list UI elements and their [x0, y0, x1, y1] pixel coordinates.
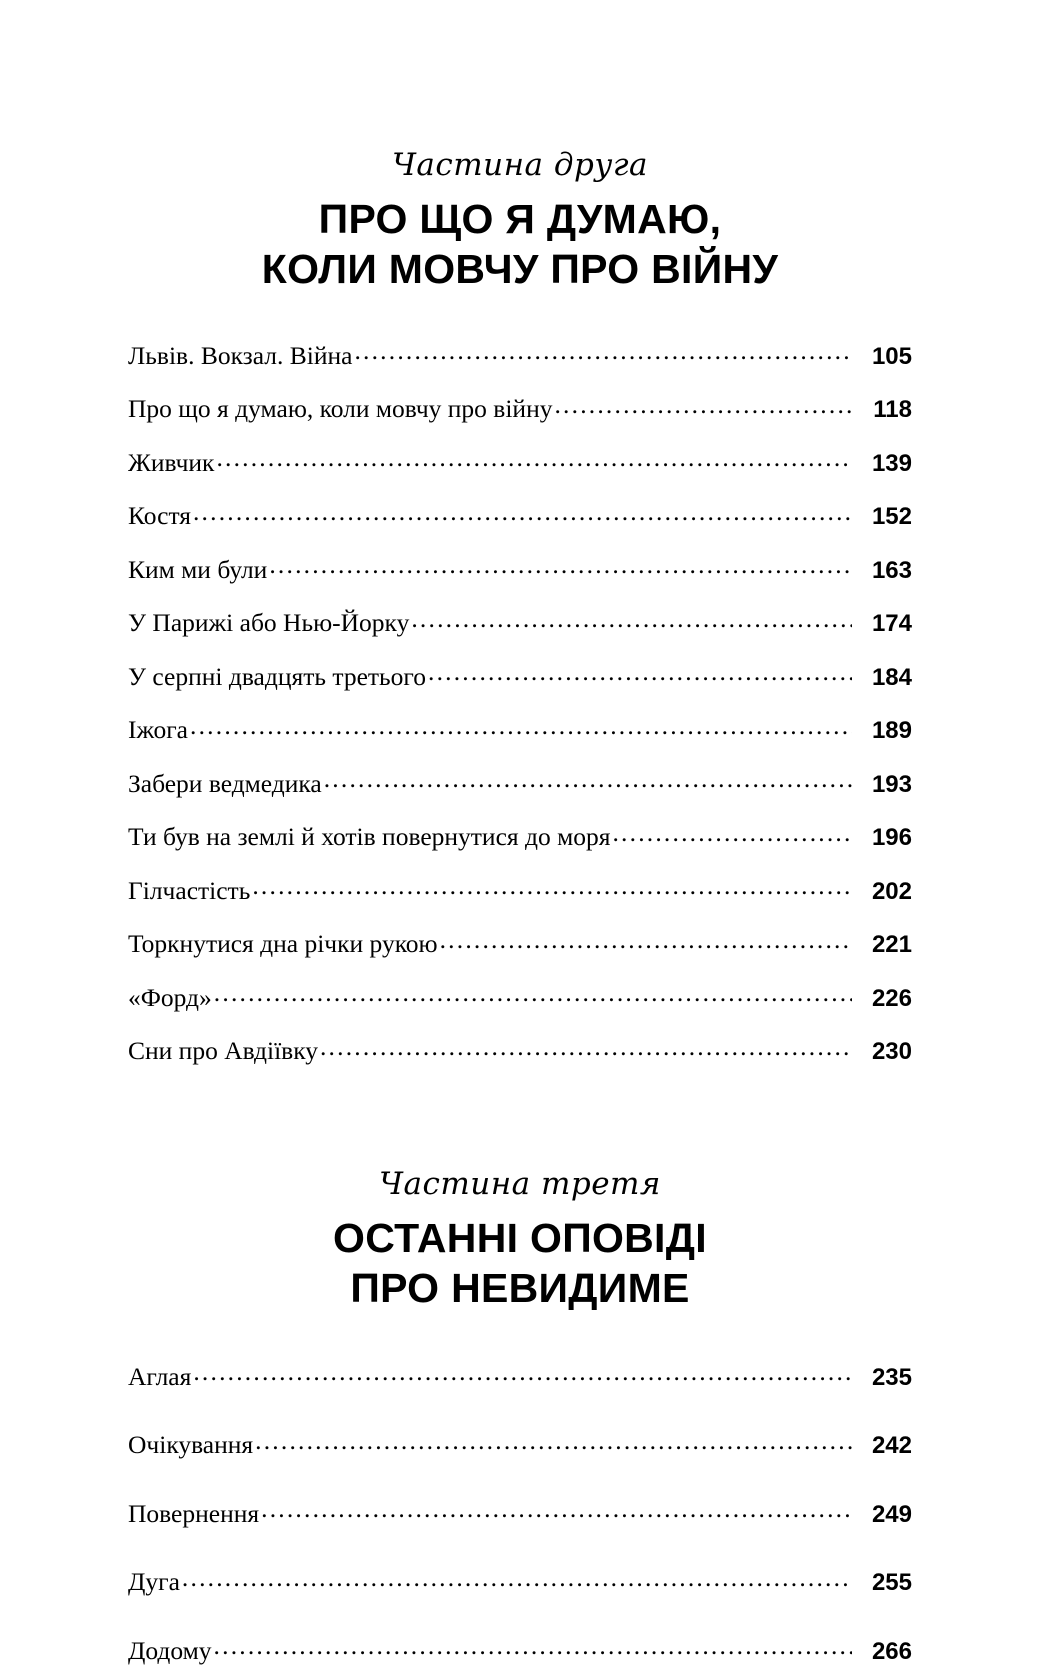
toc-entry-page: 266	[871, 1637, 912, 1665]
toc-entry-page: 163	[871, 556, 912, 584]
toc-entry[interactable]	[128, 659, 912, 690]
toc-entry[interactable]	[128, 980, 912, 1011]
toc-entry-title: Дуга	[128, 1567, 180, 1597]
toc-entry[interactable]	[128, 1359, 912, 1390]
toc-leader-dots	[411, 606, 852, 632]
toc-entry[interactable]	[128, 499, 912, 530]
toc-entry[interactable]	[128, 713, 912, 744]
toc-list-part-two	[128, 338, 912, 1064]
toc-leader-dots	[354, 338, 852, 364]
toc-entry[interactable]	[128, 552, 912, 583]
toc-leader-dots	[554, 392, 852, 418]
part-heading-three	[128, 1087, 912, 1313]
toc-entry[interactable]	[128, 927, 912, 958]
toc-entry[interactable]	[128, 1034, 912, 1065]
toc-entry-title: Забери ведмедика	[128, 768, 322, 798]
toc-entry-page: 193	[871, 770, 912, 798]
toc-leader-dots	[324, 766, 852, 792]
toc-entry[interactable]	[128, 873, 912, 904]
part-two-title-line-1: ПРО ЩО Я ДУМАЮ,	[318, 196, 722, 243]
toc-entry-title: Додому	[128, 1635, 212, 1665]
toc-entry-page: 249	[871, 1500, 912, 1528]
toc-entry-page: 226	[871, 984, 912, 1012]
toc-entry-title: Сни про Авдіївку	[128, 1036, 318, 1066]
toc-entry-title: Костя	[128, 501, 191, 531]
toc-leader-dots	[193, 1359, 852, 1385]
toc-leader-dots	[214, 980, 852, 1006]
toc-entry-title: У серпні двадцять третього	[128, 661, 426, 691]
toc-entry-title: Торкнутися дна річки рукою	[128, 929, 438, 959]
toc-entry-title: Ти був на землі й хотів повернутися до моря	[128, 822, 611, 852]
toc-leader-dots	[428, 659, 852, 685]
toc-entry[interactable]	[128, 606, 912, 637]
toc-entry-page: 174	[871, 610, 912, 638]
part-two-script-label: Частина друга	[391, 147, 649, 183]
toc-entry-page: 242	[871, 1432, 912, 1460]
part-three-title-line-2: ПРО НЕВИДИМЕ	[350, 1265, 690, 1312]
toc-entry[interactable]	[128, 1565, 912, 1596]
toc-entry-page: 235	[871, 1363, 912, 1391]
toc-leader-dots	[182, 1565, 852, 1591]
toc-list-part-three	[128, 1359, 912, 1664]
toc-entry-title: Іжога	[128, 715, 189, 745]
toc-entry-page: 221	[871, 931, 912, 959]
toc-entry-page: 105	[871, 342, 912, 370]
part-two-title-line-2: КОЛИ МОВЧУ ПРО ВІЙНУ	[261, 246, 779, 293]
toc-leader-dots	[193, 499, 852, 525]
toc-entry-page: 184	[871, 663, 912, 691]
toc-entry[interactable]	[128, 1496, 912, 1527]
toc-entry-title: Очікування	[128, 1430, 254, 1460]
toc-entry-page: 202	[871, 877, 912, 905]
part-heading-two	[128, 0, 912, 294]
toc-entry-title: Аглая	[128, 1361, 192, 1391]
toc-entry-page: 255	[871, 1569, 912, 1597]
toc-leader-dots	[190, 713, 852, 739]
toc-entry-title: У Парижі або Нью-Йорку	[128, 608, 410, 638]
toc-entry-title: Львів. Вокзал. Війна	[128, 340, 353, 370]
part-three-title	[128, 1213, 912, 1313]
toc-entry[interactable]	[128, 1428, 912, 1459]
toc-leader-dots	[252, 873, 852, 899]
toc-leader-dots	[440, 927, 852, 953]
toc-entry[interactable]	[128, 338, 912, 369]
toc-entry-page: 139	[871, 449, 912, 477]
toc-leader-dots	[216, 445, 852, 471]
toc-entry-title: Живчик	[128, 447, 215, 477]
toc-entry[interactable]	[128, 820, 912, 851]
toc-entry-page: 152	[871, 503, 912, 531]
toc-entry-title: Ким ми були	[128, 554, 268, 584]
toc-entry-title: «Форд»	[128, 982, 212, 1012]
toc-entry-page: 189	[871, 717, 912, 745]
toc-leader-dots	[261, 1496, 852, 1522]
toc-entry-title: Гілчастість	[128, 875, 251, 905]
toc-entry[interactable]	[128, 1633, 912, 1664]
toc-entry[interactable]	[128, 766, 912, 797]
toc-entry[interactable]	[128, 445, 912, 476]
toc-leader-dots	[255, 1428, 852, 1454]
toc-leader-dots	[612, 820, 852, 846]
part-three-script-label: Частина третя	[379, 1166, 661, 1203]
toc-entry-page: 118	[873, 396, 912, 424]
toc-leader-dots	[214, 1633, 852, 1659]
toc-entry-page: 230	[871, 1038, 912, 1066]
part-two-title	[128, 194, 912, 294]
toc-entry-title: Про що я думаю, коли мовчу про війну	[128, 394, 553, 424]
toc-entry-title: Повернення	[128, 1498, 260, 1528]
part-three-title-line-1: ОСТАННІ ОПОВІДІ	[333, 1215, 707, 1262]
toc-leader-dots	[269, 552, 852, 578]
toc-entry-page: 196	[871, 824, 912, 852]
toc-leader-dots	[320, 1034, 852, 1060]
toc-entry[interactable]	[128, 392, 912, 423]
